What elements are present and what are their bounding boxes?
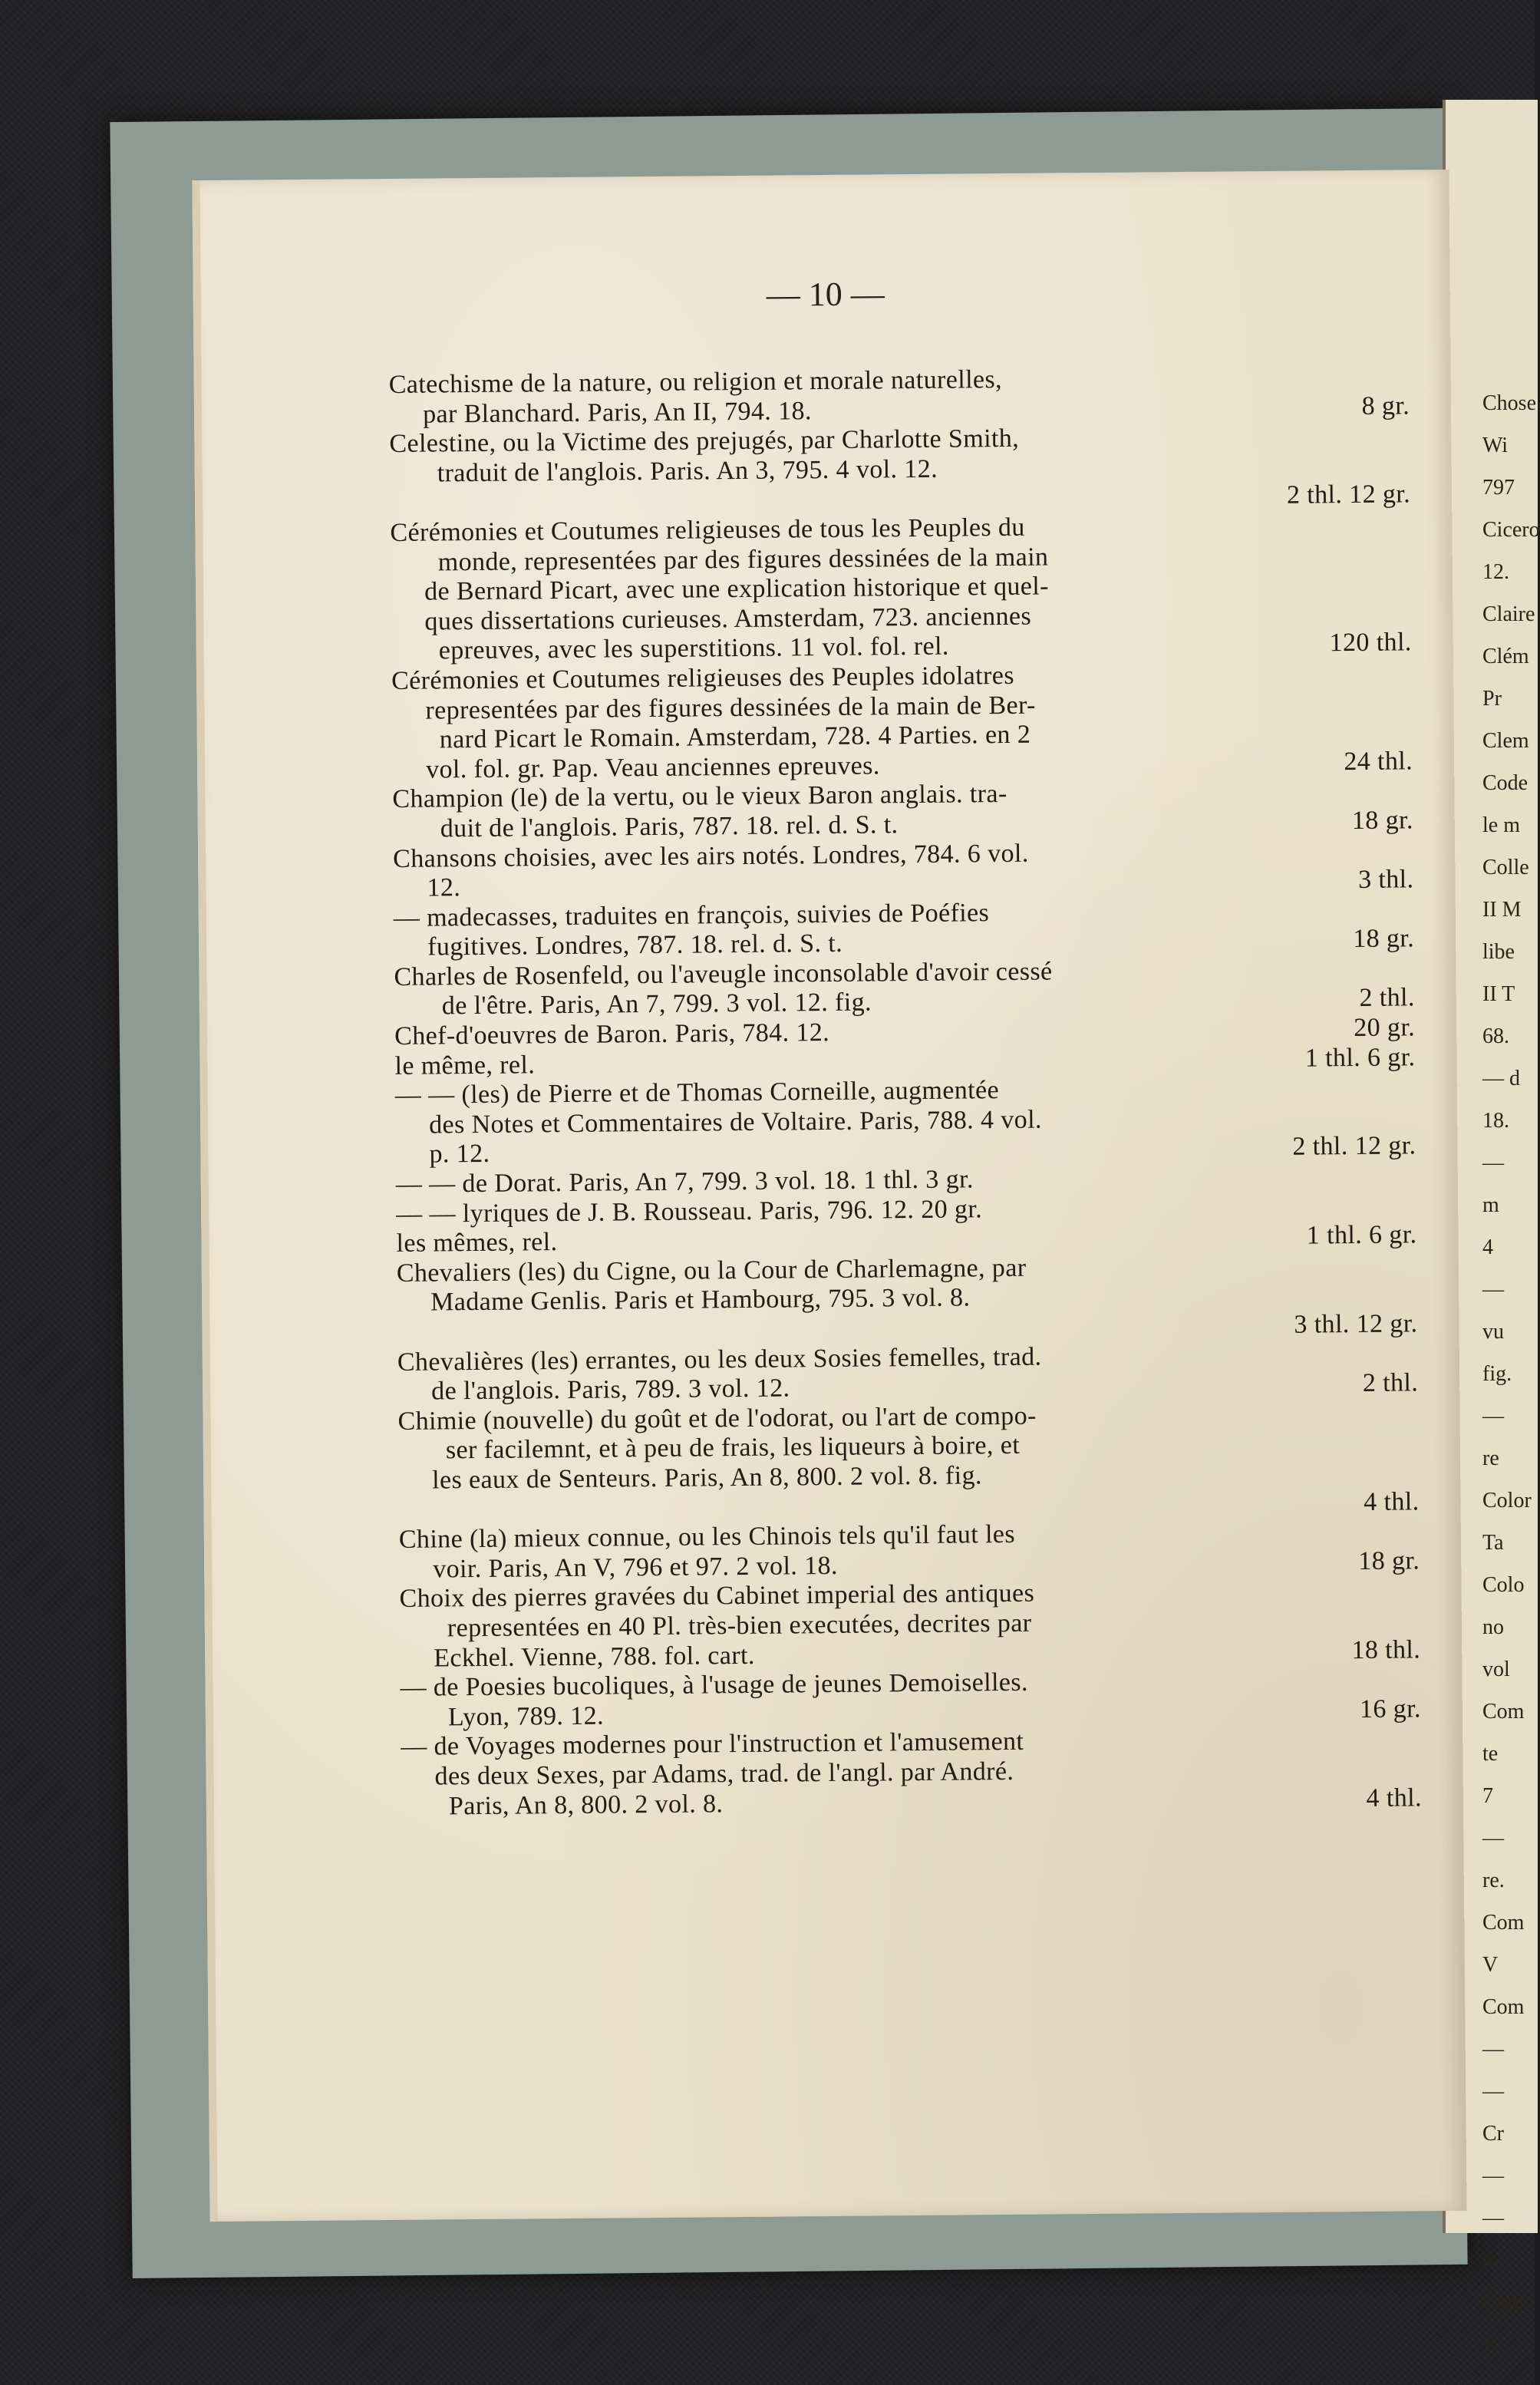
entry-text: ques dissertations curieuses. Amsterdam, 723. anciennes bbox=[424, 602, 1032, 636]
facing-page-word: Com bbox=[1482, 1700, 1525, 1724]
entry-price: 3 thl. bbox=[1357, 865, 1414, 895]
entry-text: voir. Paris, An V, 796 et 97. 2 vol. 18. bbox=[433, 1551, 838, 1584]
entry-text: de l'anglois. Paris, 789. 3 vol. 12. bbox=[431, 1374, 790, 1406]
facing-page-word: — bbox=[1482, 1826, 1504, 1850]
entry-text: par Blanchard. Paris, An II, 794. 18. bbox=[422, 396, 813, 429]
facing-page-word: m bbox=[1482, 1193, 1499, 1217]
entry-text: representées par des figures dessinées de la main de Ber- bbox=[425, 691, 1036, 725]
entry-text: Champion (le) de la vertu, ou le vieux Baron anglais. tra- bbox=[392, 780, 1007, 814]
entry-text: monde, representées par des figures dessinées de la main bbox=[437, 543, 1049, 576]
catalog-text bbox=[389, 361, 1422, 1822]
facing-page-word: — bbox=[1482, 2206, 1504, 2230]
facing-page-word: te bbox=[1482, 1742, 1499, 1766]
facing-page-word: II T bbox=[1482, 982, 1515, 1006]
entry-text: epreuves, avec les superstitions. 11 vol. fol. rel. bbox=[438, 632, 949, 665]
entry-text: representées en 40 Pl. très-bien executées, decrites par bbox=[447, 1608, 1032, 1643]
entry-text: Madame Genlis. Paris et Hambourg, 795. 3 vol. 8. bbox=[430, 1283, 971, 1317]
entry-text: traduit de l'anglois. Paris. An 3, 795. 4 vol. 12. bbox=[437, 454, 938, 488]
facing-page-word: — bbox=[1482, 2080, 1504, 2103]
facing-page-word: 18. bbox=[1482, 1109, 1509, 1133]
facing-page-word: fig. bbox=[1482, 1362, 1512, 1386]
entry-text: — — (les) de Pierre et de Thomas Corneille, augmentée bbox=[394, 1076, 1000, 1110]
entry-text: Choix des pierres gravées du Cabinet imperial des antiques bbox=[399, 1579, 1035, 1614]
facing-page-word: — d bbox=[1482, 1067, 1520, 1090]
facing-page-word: — bbox=[1482, 1278, 1504, 1301]
entry-price: 18 thl. bbox=[1351, 1635, 1421, 1664]
entry-price: 1 thl. 6 gr. bbox=[1306, 1220, 1417, 1250]
facing-page-word: 12. bbox=[1482, 560, 1509, 584]
entry-text: Charles de Rosenfeld, ou l'aveugle inconsolable d'avoir cessé bbox=[394, 957, 1053, 991]
facing-page-word: le m bbox=[1482, 813, 1520, 837]
entry-text: fugitives. Londres, 787. 18. rel. d. S. t. bbox=[427, 929, 843, 962]
facing-page-word: 4 bbox=[1482, 1235, 1493, 1259]
facing-page-word: Colo bbox=[1482, 1573, 1525, 1597]
entry-text: vol. fol. gr. Pap. Veau anciennes epreuves. bbox=[425, 751, 880, 784]
facing-page-word: P bbox=[1482, 2333, 1495, 2357]
entry-price: 18 gr. bbox=[1358, 1546, 1420, 1575]
entry-text: des deux Sexes, par Adams, trad. de l'angl. par André. bbox=[434, 1757, 1014, 1791]
facing-page-word: Com bbox=[1482, 1995, 1525, 2019]
entry-text: Paris, An 8, 800. 2 vol. 8. bbox=[448, 1789, 724, 1820]
facing-page-word: Claire bbox=[1482, 602, 1535, 626]
entry-text: 12. bbox=[427, 873, 461, 902]
facing-page-word: — bbox=[1482, 2037, 1504, 2061]
facing-page-word: Pr bbox=[1482, 687, 1502, 711]
entry-text: des Notes et Commentaires de Voltaire. Paris, 788. 4 vol. bbox=[429, 1105, 1043, 1140]
entry-text: — de Voyages modernes pour l'instruction et l'amusement bbox=[401, 1727, 1024, 1762]
facing-page-word: vol bbox=[1482, 1658, 1510, 1681]
entry-price: 4 thl. bbox=[1366, 1783, 1423, 1813]
facing-page-word: re bbox=[1482, 1447, 1499, 1470]
entry-price: 18 gr. bbox=[1351, 806, 1413, 835]
entry-text: — — de Dorat. Paris, An 7, 799. 3 vol. 18. 1 thl. 3 gr. bbox=[395, 1165, 974, 1199]
facing-page-word: Color bbox=[1482, 1489, 1532, 1512]
entry-text: Cérémonies et Coutumes religieuses des Peuples idolatres bbox=[391, 661, 1015, 695]
entry-price: 2 thl. bbox=[1362, 1368, 1419, 1398]
entry-price: 2 thl. 12 gr. bbox=[1286, 480, 1411, 510]
facing-page-word: re. bbox=[1482, 1869, 1505, 1892]
entry-text: Chansons choisies, avec les airs notés. Londres, 784. 6 vol. bbox=[392, 839, 1029, 873]
entry-text: — de Poesies bucoliques, à l'usage de jeunes Demoiselles. bbox=[400, 1668, 1029, 1703]
facing-page-word: 797 bbox=[1482, 476, 1515, 500]
entry-text: Lyon, 789. 12. bbox=[447, 1701, 605, 1732]
entry-text: nard Picart le Romain. Amsterdam, 728. 4 Parties. en 2 bbox=[439, 720, 1031, 754]
entry-text: de Bernard Picart, avec une explication historique et quel- bbox=[424, 572, 1050, 606]
entry-price: 18 gr. bbox=[1353, 924, 1415, 954]
facing-page-word: 7 bbox=[1482, 1784, 1493, 1808]
entry-price: 3 thl. 12 gr. bbox=[1294, 1309, 1418, 1339]
facing-page-word: m bbox=[1482, 2248, 1499, 2272]
entry-price: 20 gr. bbox=[1354, 1013, 1416, 1043]
entry-price: 8 gr. bbox=[1361, 391, 1410, 421]
facing-page-word: Wi bbox=[1482, 434, 1509, 457]
facing-page-word: — bbox=[1482, 1151, 1504, 1175]
facing-page-word: V bbox=[1482, 1953, 1499, 1977]
entry-price: 2 thl. 12 gr. bbox=[1292, 1131, 1416, 1162]
entry-text: Eckhel. Vienne, 788. fol. cart. bbox=[434, 1641, 755, 1673]
book-page bbox=[192, 170, 1466, 2222]
facing-page-word: vu bbox=[1482, 1320, 1504, 1344]
facing-page-word: Colle bbox=[1482, 856, 1529, 879]
entry-text: Chevaliers (les) du Cigne, ou la Cour de Charlemagne, par bbox=[396, 1253, 1027, 1288]
page-number: — 10 — bbox=[766, 275, 885, 314]
entry-text: de l'être. Paris, An 7, 799. 3 vol. 12. fig. bbox=[441, 988, 872, 1021]
entry-text: Chimie (nouvelle) du goût et de l'odorat, ou l'art de compo- bbox=[397, 1401, 1037, 1436]
entry-text: duit de l'anglois. Paris, 787. 18. rel. d. S. t. bbox=[440, 810, 899, 843]
entry-text: les mêmes, rel. bbox=[396, 1228, 558, 1258]
entry-price: 24 thl. bbox=[1344, 747, 1413, 776]
entry-text: Celestine, ou la Victime des prejugés, par Charlotte Smith, bbox=[389, 424, 1020, 459]
facing-page-word: — bbox=[1482, 1404, 1504, 1428]
facing-page-word: — bbox=[1482, 2164, 1504, 2188]
entry-price: 4 thl. bbox=[1364, 1486, 1420, 1516]
entry-text: — madecasses, traduites en françois, suivies de Poéfies bbox=[393, 898, 990, 932]
facing-page-word: Cicero bbox=[1482, 518, 1540, 542]
facing-page-word: Code bbox=[1482, 771, 1528, 795]
entry-price: 16 gr. bbox=[1359, 1694, 1422, 1724]
facing-page-word: Cr bbox=[1482, 2122, 1504, 2146]
facing-page-word: Chose bbox=[1482, 391, 1536, 415]
facing-page-word: Ta bbox=[1482, 1531, 1504, 1555]
facing-page-word: no bbox=[1482, 1615, 1504, 1639]
facing-page-word: 68. bbox=[1482, 1024, 1509, 1048]
entry-price: 120 thl. bbox=[1329, 628, 1412, 658]
facing-page-word: Clém bbox=[1482, 645, 1529, 668]
entry-text: p. 12. bbox=[429, 1140, 490, 1169]
facing-page-word: libe bbox=[1482, 940, 1515, 964]
entry-text: Chevalières (les) errantes, ou les deux Sosies femelles, trad. bbox=[397, 1342, 1042, 1377]
entry-price: 2 thl. bbox=[1359, 983, 1415, 1013]
entry-text: — — lyriques de J. B. Rousseau. Paris, 796. 12. 20 gr. bbox=[396, 1194, 983, 1229]
entry-text: Catechisme de la nature, ou religion et morale naturelles, bbox=[388, 365, 1003, 399]
entry-text: ser facilemnt, et à peu de frais, les liqueurs à boire, et bbox=[445, 1431, 1021, 1465]
entry-price: 1 thl. 6 gr. bbox=[1304, 1042, 1416, 1073]
entry-text: Cérémonies et Coutumes religieuses de tous les Peuples du bbox=[390, 513, 1025, 547]
facing-page-word: II M bbox=[1482, 898, 1522, 922]
facing-page-word: Com bbox=[1482, 2291, 1525, 2314]
facing-page-word: Clem bbox=[1482, 729, 1529, 753]
entry-text: le même, rel. bbox=[394, 1051, 536, 1080]
entry-text: Chine (la) mieux connue, ou les Chinois tels qu'il faut les bbox=[398, 1520, 1016, 1555]
entry-text: Chef-d'oeuvres de Baron. Paris, 784. 12. bbox=[394, 1018, 830, 1051]
entry-text: les eaux de Senteurs. Paris, An 8, 800. 2 vol. 8. fig. bbox=[432, 1461, 982, 1495]
facing-page-word: Com bbox=[1482, 1911, 1525, 1935]
